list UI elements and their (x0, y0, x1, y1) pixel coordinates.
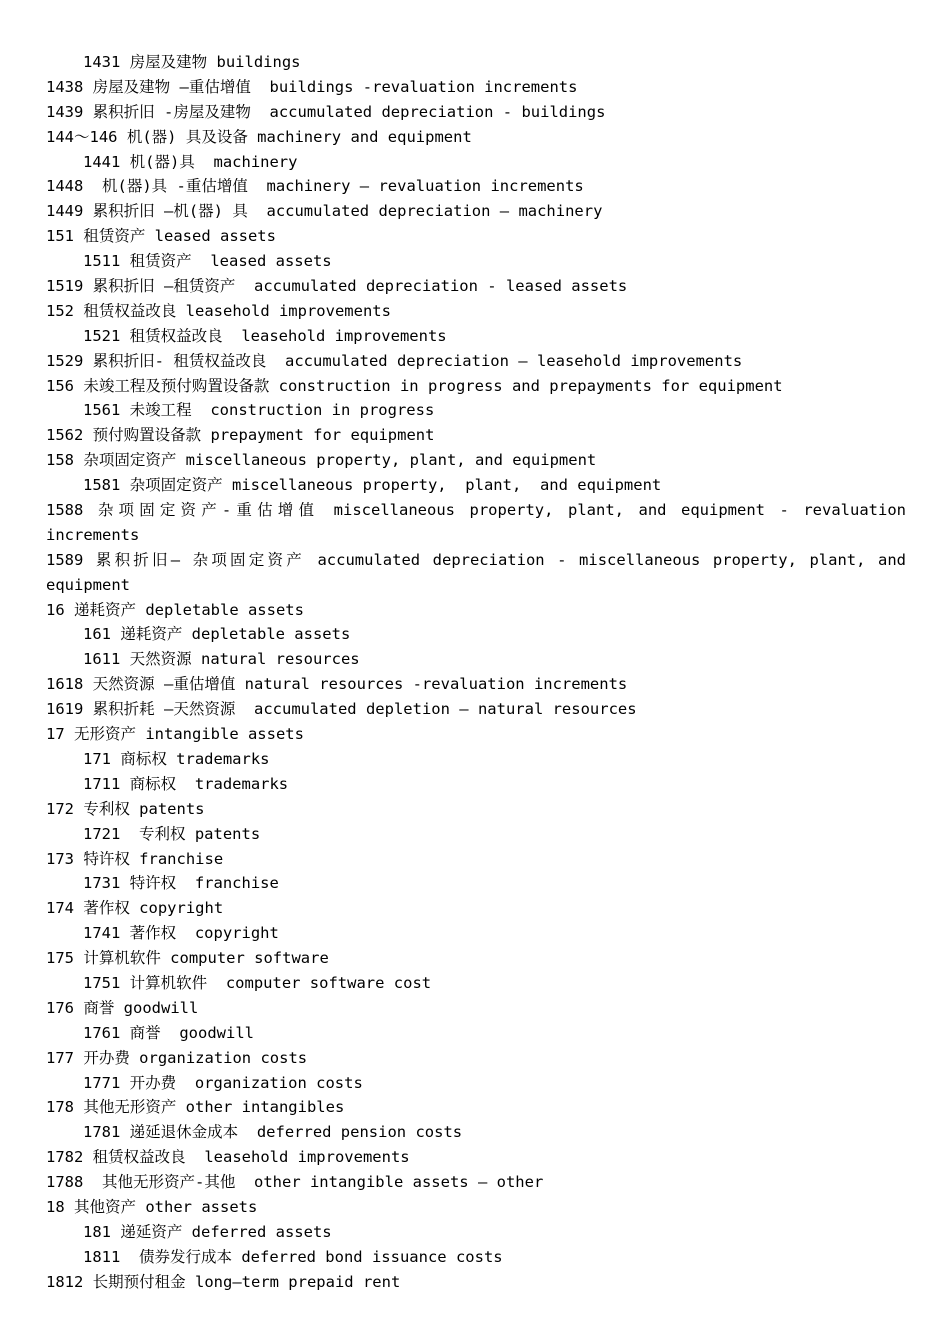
account-line-1711: 1711 商标权 trademarks (83, 774, 289, 793)
account-line-1731: 1731 特许权 franchise (83, 874, 279, 893)
account-line-1448: 1448 机(器)具 -重估增值 machinery — revaluation increments (46, 177, 584, 196)
account-line-1588-continued: increments (46, 525, 140, 544)
account-line-1781: 1781 递延退休金成本 deferred pension costs (83, 1123, 463, 1142)
account-line-1788: 1788 其他无形资产-其他 other intangible assets — other (46, 1173, 544, 1192)
account-line-174: 174 著作权 copyright (46, 899, 224, 918)
account-line-1529: 1529 累积折旧- 租赁权益改良 accumulated depreciation — leasehold improvements (46, 351, 743, 370)
account-line-1589-continued: equipment (46, 575, 130, 594)
account-line-1812: 1812 长期预付租金 long—term prepaid rent (46, 1272, 401, 1291)
account-line-176: 176 商誉 goodwill (46, 998, 199, 1017)
account-line-1438: 1438 房屋及建物 —重估增值 buildings -revaluation increments (46, 77, 578, 96)
account-line-16: 16 递耗资产 depletable assets (46, 600, 304, 619)
account-line-177: 177 开办费 organization costs (46, 1048, 308, 1067)
account-line-1618: 1618 天然资源 —重估增值 natural resources -revaluation increments (46, 675, 628, 694)
account-line-1619: 1619 累积折耗 —天然资源 accumulated depletion — natural resources (46, 700, 637, 719)
account-line-171: 171 商标权 trademarks (83, 749, 270, 768)
account-line-151: 151 租赁资产 leased assets (46, 227, 276, 246)
account-line-1589: 1589 累积折旧— 杂项固定资产 accumulated depreciation - miscellaneous property, plant, and (46, 550, 906, 569)
account-line-1588: 1588 杂项固定资产-重估增值 miscellaneous property, plant, and equipment - revaluation (46, 501, 906, 520)
account-line-1611: 1611 天然资源 natural resources (83, 650, 360, 669)
account-line-173: 173 特许权 franchise (46, 849, 224, 868)
account-line-1519: 1519 累积折旧 —租赁资产 accumulated depreciation - leased assets (46, 277, 628, 296)
account-line-1431: 1431 房屋及建物 buildings (83, 53, 301, 71)
account-line-144-146: 144～146 机(器) 具及设备 machinery and equipment (46, 127, 472, 146)
account-line-1811: 1811 债券发行成本 deferred bond issuance costs (83, 1247, 503, 1266)
account-line-156: 156 未竣工程及预付购置设备款 construction in progress and prepayments for equipment (46, 376, 783, 395)
account-line-1521: 1521 租赁权益改良 leasehold improvements (83, 326, 447, 345)
account-line-1439: 1439 累积折旧 -房屋及建物 accumulated depreciation - buildings (46, 102, 606, 121)
account-line-161: 161 递耗资产 depletable assets (83, 625, 351, 644)
account-line-178: 178 其他无形资产 other intangibles (46, 1098, 345, 1117)
account-line-1721: 1721 专利权 patents (83, 824, 261, 843)
document-body (46, 50, 906, 1295)
account-line-1771: 1771 开办费 organization costs (83, 1073, 363, 1092)
account-line-172: 172 专利权 patents (46, 799, 205, 818)
account-line-1761: 1761 商誉 goodwill (83, 1023, 254, 1042)
account-line-1782: 1782 租赁权益改良 leasehold improvements (46, 1148, 410, 1167)
account-line-1511: 1511 租赁资产 leased assets (83, 252, 332, 271)
account-line-158: 158 杂项固定资产 miscellaneous property, plant, and equipment (46, 451, 597, 470)
account-line-1751: 1751 计算机软件 computer software cost (83, 973, 432, 992)
account-line-1561: 1561 未竣工程 construction in progress (83, 401, 435, 420)
account-line-1581: 1581 杂项固定资产 miscellaneous property, plant, and equipment (83, 476, 662, 495)
account-line-1741: 1741 著作权 copyright (83, 924, 279, 943)
account-line-181: 181 递延资产 deferred assets (83, 1222, 332, 1241)
account-line-152: 152 租赁权益改良 leasehold improvements (46, 301, 391, 320)
account-line-17: 17 无形资产 intangible assets (46, 725, 304, 744)
account-line-1562: 1562 预付购置设备款 prepayment for equipment (46, 426, 435, 445)
account-line-175: 175 计算机软件 computer software (46, 949, 329, 968)
account-line-1449: 1449 累积折旧 —机(器) 具 accumulated depreciation — machinery (46, 202, 603, 221)
account-line-1441: 1441 机(器)具 machinery (83, 152, 298, 171)
account-line-18: 18 其他资产 other assets (46, 1197, 258, 1216)
